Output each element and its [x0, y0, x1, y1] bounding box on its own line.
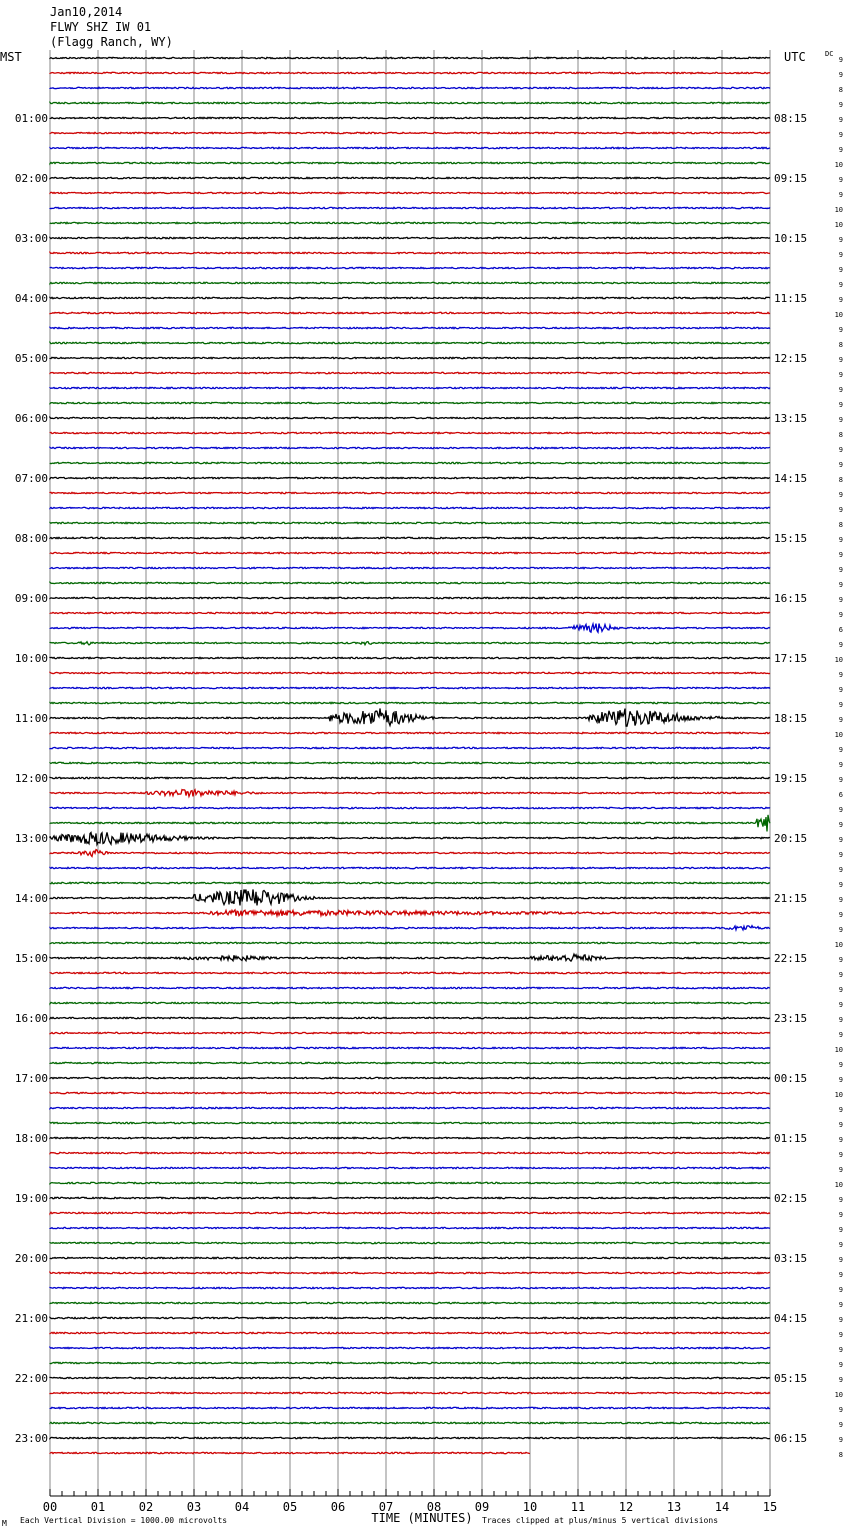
hour-label-left: 17:00	[14, 1072, 48, 1085]
scale-note: Each Vertical Division = 1000.00 microvolts	[20, 1516, 228, 1525]
hour-label-right: 10:15	[774, 232, 808, 245]
dc-offset-value: 9	[838, 356, 843, 364]
clip-note: Traces clipped at plus/minus 5 vertical divisions	[482, 1516, 719, 1525]
dc-offset-value: 9	[838, 1436, 843, 1444]
trace-65	[50, 1032, 770, 1033]
x-tick-label: 11	[570, 1500, 586, 1514]
trace-3	[50, 102, 770, 103]
dc-offset-value: 9	[838, 416, 843, 424]
dc-offset-value: 9	[838, 1061, 843, 1069]
dc-offset-value: 9	[838, 236, 843, 244]
hour-label-left: 15:00	[14, 952, 48, 965]
hour-label-right: 03:15	[774, 1252, 808, 1265]
trace-49	[50, 790, 770, 797]
seismic-traces	[50, 57, 770, 1453]
trace-44	[50, 709, 770, 727]
header-station: FLWY SHZ IW 01	[50, 20, 152, 34]
dc-offset-value: 9	[838, 1121, 843, 1129]
dc-offset-value: 9	[838, 776, 843, 784]
trace-8	[50, 177, 770, 178]
dc-offset-value: 6	[838, 626, 843, 634]
dc-offset-value: 9	[838, 1421, 843, 1429]
trace-47	[50, 762, 770, 763]
dc-offset-value: 9	[838, 1166, 843, 1174]
dc-offset-value: 9	[838, 176, 843, 184]
hour-label-right: 01:15	[774, 1132, 808, 1145]
trace-24	[50, 417, 770, 418]
trace-52	[50, 832, 770, 844]
dc-offset-value: 9	[838, 1196, 843, 1204]
header-location: (Flagg Ranch, WY)	[50, 35, 173, 49]
trace-90	[50, 1407, 770, 1408]
trace-92	[50, 1437, 770, 1438]
trace-0	[50, 57, 770, 58]
hour-label-left: 12:00	[14, 772, 48, 785]
trace-23	[50, 402, 770, 403]
hour-label-left: 18:00	[14, 1132, 48, 1145]
dc-offset-value: 9	[838, 281, 843, 289]
hour-label-right: 09:15	[774, 172, 808, 185]
x-axis-title: TIME (MINUTES)	[371, 1511, 473, 1525]
hour-label-left: 03:00	[14, 232, 48, 245]
dc-offset-value: 9	[838, 566, 843, 574]
trace-20	[50, 357, 770, 358]
dc-offset-value: 9	[838, 371, 843, 379]
dc-offset-value: 10	[834, 1091, 843, 1099]
trace-10	[50, 207, 770, 208]
dc-offset-value: 9	[838, 1031, 843, 1039]
left-timezone-label: MST	[0, 50, 22, 64]
dc-offset-value: 8	[838, 521, 843, 529]
dc-offset-value: 9	[838, 491, 843, 499]
hour-label-left: 07:00	[14, 472, 48, 485]
dc-offset-value: 9	[838, 536, 843, 544]
trace-2	[50, 87, 770, 88]
trace-54	[50, 867, 770, 868]
hour-label-left: 08:00	[14, 532, 48, 545]
trace-70	[50, 1107, 770, 1108]
hour-label-left: 19:00	[14, 1192, 48, 1205]
dc-offset-value: 9	[838, 611, 843, 619]
trace-6	[50, 147, 770, 148]
dc-offset-value: 8	[838, 86, 843, 94]
dc-offset-value: 9	[838, 191, 843, 199]
dc-offset-value: 9	[838, 446, 843, 454]
x-tick-label: 05	[282, 1500, 298, 1514]
dc-offset-value: 10	[834, 311, 843, 319]
dc-offset-value: 9	[838, 401, 843, 409]
dc-offset-value: 9	[838, 146, 843, 154]
dc-offset-value: 9	[838, 986, 843, 994]
hour-label-left: 16:00	[14, 1012, 48, 1025]
trace-60	[50, 954, 770, 961]
trace-34	[50, 567, 770, 568]
dc-offset-value: 6	[838, 791, 843, 799]
trace-82	[50, 1287, 770, 1288]
dc-offset-value: 9	[838, 1016, 843, 1024]
dc-offset-value: 9	[838, 971, 843, 979]
trace-22	[50, 387, 770, 388]
dc-offset-value: 9	[838, 1226, 843, 1234]
dc-offset-value: 9	[838, 911, 843, 919]
dc-offset-value: 9	[838, 461, 843, 469]
trace-55	[50, 882, 770, 883]
dc-offset-value: 9	[838, 1211, 843, 1219]
trace-1	[50, 72, 770, 73]
trace-33	[50, 552, 770, 553]
trace-37	[50, 612, 770, 613]
trace-17	[50, 312, 770, 313]
x-tick-label: 03	[186, 1500, 202, 1514]
hour-label-right: 23:15	[774, 1012, 808, 1025]
trace-63	[50, 1002, 770, 1003]
trace-39	[50, 642, 770, 645]
trace-72	[50, 1137, 770, 1138]
dc-offset-value: 9	[838, 851, 843, 859]
dc-offset-value: 8	[838, 476, 843, 484]
hour-label-left: 06:00	[14, 412, 48, 425]
trace-79	[50, 1242, 770, 1243]
dc-offset-value: 9	[838, 671, 843, 679]
trace-26	[50, 447, 770, 448]
hour-label-right: 15:15	[774, 532, 808, 545]
hour-label-right: 00:15	[774, 1072, 808, 1085]
trace-77	[50, 1212, 770, 1213]
dc-offset-value: 9	[838, 641, 843, 649]
dc-offset-value: 8	[838, 1451, 843, 1459]
hour-label-left: 11:00	[14, 712, 48, 725]
x-tick-label: 13	[666, 1500, 682, 1514]
hour-label-left: 09:00	[14, 592, 48, 605]
trace-67	[50, 1062, 770, 1063]
trace-18	[50, 327, 770, 328]
header-date: Jan10,2014	[50, 5, 123, 19]
dc-offset-value: 9	[838, 1151, 843, 1159]
dc-offset-value: 9	[838, 716, 843, 724]
x-tick-label: 01	[90, 1500, 106, 1514]
trace-48	[50, 777, 770, 778]
dc-offset-value: 9	[838, 1316, 843, 1324]
x-tick-label: 15	[762, 1500, 778, 1514]
dc-offset-value: 8	[838, 341, 843, 349]
hour-label-left: 21:00	[14, 1312, 48, 1325]
hour-label-left: 20:00	[14, 1252, 48, 1265]
dc-offset-value: 9	[838, 836, 843, 844]
trace-7	[50, 162, 770, 163]
dc-offset-value: 9	[838, 686, 843, 694]
x-tick-label: 07	[378, 1500, 394, 1514]
x-tick-label: 00	[42, 1500, 58, 1514]
trace-76	[50, 1197, 770, 1198]
trace-13	[50, 252, 770, 253]
trace-40	[50, 657, 770, 658]
hour-label-left: 01:00	[14, 112, 48, 125]
trace-41	[50, 672, 770, 673]
hour-label-left: 23:00	[14, 1432, 48, 1445]
dc-offset-value: 9	[838, 386, 843, 394]
hour-label-left: 14:00	[14, 892, 48, 905]
dc-offset-value: 10	[834, 221, 843, 229]
dc-offset-value: 9	[838, 1001, 843, 1009]
hour-label-right: 08:15	[774, 112, 808, 125]
dc-offset-value: 10	[834, 206, 843, 214]
trace-57	[50, 910, 770, 916]
hour-label-right: 18:15	[774, 712, 808, 725]
trace-31	[50, 522, 770, 523]
trace-32	[50, 537, 770, 538]
dc-offset-value: 9	[838, 1376, 843, 1384]
dc-offset-value: 10	[834, 941, 843, 949]
hour-label-right: 17:15	[774, 652, 808, 665]
trace-66	[50, 1047, 770, 1048]
trace-19	[50, 342, 770, 343]
footer-mark: M	[2, 1519, 7, 1528]
dc-offset-value: 9	[838, 746, 843, 754]
dc-offset-value: 9	[838, 806, 843, 814]
right-timezone-label: UTC	[784, 50, 806, 64]
dc-offset-value: 9	[838, 581, 843, 589]
trace-64	[50, 1017, 770, 1018]
dc-offset-value: 8	[838, 431, 843, 439]
dc-offset-value: 9	[838, 296, 843, 304]
hour-label-right: 06:15	[774, 1432, 808, 1445]
dc-offset-value: 9	[838, 596, 843, 604]
dc-offset-value: 10	[834, 731, 843, 739]
dc-offset-value: 9	[838, 926, 843, 934]
hour-label-right: 20:15	[774, 832, 808, 845]
dc-offset-value: 9	[838, 1106, 843, 1114]
trace-73	[50, 1152, 770, 1153]
hour-label-right: 04:15	[774, 1312, 808, 1325]
dc-offset-value: 9	[838, 1256, 843, 1264]
x-tick-label: 14	[714, 1500, 730, 1514]
trace-4	[50, 117, 770, 118]
hour-label-right: 21:15	[774, 892, 808, 905]
dc-offset-value: 9	[838, 1346, 843, 1354]
trace-59	[50, 942, 770, 943]
trace-80	[50, 1257, 770, 1258]
dc-offset-value: 9	[838, 1301, 843, 1309]
hour-label-left: 22:00	[14, 1372, 48, 1385]
hour-label-left: 10:00	[14, 652, 48, 665]
dc-offset-labels	[835, 56, 843, 1459]
hour-label-right: 14:15	[774, 472, 808, 485]
dc-offset-value: 9	[838, 896, 843, 904]
hour-label-right: 19:15	[774, 772, 808, 785]
trace-68	[50, 1077, 770, 1078]
trace-35	[50, 582, 770, 583]
trace-16	[50, 297, 770, 298]
dc-offset-value: 9	[838, 326, 843, 334]
dc-offset-value: 10	[834, 656, 843, 664]
trace-61	[50, 972, 770, 973]
dc-offset-value: 9	[838, 761, 843, 769]
dc-offset-value: 9	[838, 101, 843, 109]
dc-offset-value: 9	[838, 881, 843, 889]
hour-label-right: 05:15	[774, 1372, 808, 1385]
trace-69	[50, 1092, 770, 1093]
hour-label-right: 11:15	[774, 292, 808, 305]
dc-offset-value: 9	[838, 131, 843, 139]
trace-15	[50, 282, 770, 283]
hour-label-left: 05:00	[14, 352, 48, 365]
trace-5	[50, 132, 770, 133]
trace-85	[50, 1332, 770, 1333]
dc-offset-value: 9	[838, 1271, 843, 1279]
trace-75	[50, 1182, 770, 1183]
x-tick-label: 10	[522, 1500, 538, 1514]
trace-83	[50, 1302, 770, 1303]
dc-offset-value: 9	[838, 1241, 843, 1249]
x-tick-label: 04	[234, 1500, 250, 1514]
hour-label-right: 12:15	[774, 352, 808, 365]
trace-38	[50, 624, 770, 633]
hour-label-left: 02:00	[14, 172, 48, 185]
trace-45	[50, 732, 770, 733]
trace-25	[50, 432, 770, 433]
trace-46	[50, 747, 770, 748]
dc-offset-value: 9	[838, 116, 843, 124]
trace-43	[50, 702, 770, 703]
trace-21	[50, 372, 770, 373]
dc-offset-value: 10	[834, 1046, 843, 1054]
dc-offset-value: 9	[838, 1406, 843, 1414]
x-tick-label: 06	[330, 1500, 346, 1514]
trace-11	[50, 222, 770, 223]
trace-42	[50, 687, 770, 688]
hour-label-right: 13:15	[774, 412, 808, 425]
hour-label-right: 22:15	[774, 952, 808, 965]
dc-offset-value: 9	[838, 1286, 843, 1294]
trace-56	[50, 889, 770, 905]
dc-offset-value: 9	[838, 1136, 843, 1144]
trace-58	[50, 926, 770, 930]
dc-offset-value: 9	[838, 551, 843, 559]
trace-12	[50, 237, 770, 238]
trace-91	[50, 1422, 770, 1423]
dc-offset-value: 10	[834, 161, 843, 169]
dc-offset-value: 9	[838, 506, 843, 514]
dc-offset-value: 9	[838, 1076, 843, 1084]
x-tick-label: 12	[618, 1500, 634, 1514]
trace-9	[50, 192, 770, 193]
trace-27	[50, 462, 770, 463]
trace-88	[50, 1377, 770, 1378]
dc-offset-value: 9	[838, 1331, 843, 1339]
trace-53	[50, 850, 770, 857]
hour-label-left: 13:00	[14, 832, 48, 845]
hour-label-right: 16:15	[774, 592, 808, 605]
dc-offset-value: 9	[838, 1361, 843, 1369]
trace-81	[50, 1272, 770, 1273]
dc-offset-value: 9	[838, 821, 843, 829]
dc-offset-value: 10	[834, 1391, 843, 1399]
trace-50	[50, 807, 770, 808]
dc-offset-value: 9	[838, 251, 843, 259]
dc-offset-value: 9	[838, 956, 843, 964]
dc-offset-value: 9	[838, 56, 843, 64]
trace-84	[50, 1317, 770, 1318]
trace-51	[50, 815, 770, 832]
trace-36	[50, 597, 770, 598]
trace-30	[50, 507, 770, 508]
dc-offset-value: 9	[838, 701, 843, 709]
trace-14	[50, 267, 770, 268]
x-tick-label: 08	[426, 1500, 442, 1514]
dc-offset-value: 10	[834, 1181, 843, 1189]
trace-62	[50, 987, 770, 988]
trace-89	[50, 1392, 770, 1393]
trace-28	[50, 477, 770, 478]
dc-offset-value: 9	[838, 266, 843, 274]
dc-header-label: DC	[825, 50, 834, 58]
trace-87	[50, 1362, 770, 1363]
dc-offset-value: 9	[838, 71, 843, 79]
trace-74	[50, 1167, 770, 1168]
trace-71	[50, 1122, 770, 1123]
trace-78	[50, 1227, 770, 1228]
dc-offset-value: 9	[838, 866, 843, 874]
x-tick-label: 09	[474, 1500, 490, 1514]
hour-label-left: 04:00	[14, 292, 48, 305]
hour-label-right: 02:15	[774, 1192, 808, 1205]
trace-86	[50, 1347, 770, 1348]
trace-29	[50, 492, 770, 493]
x-tick-label: 02	[138, 1500, 154, 1514]
